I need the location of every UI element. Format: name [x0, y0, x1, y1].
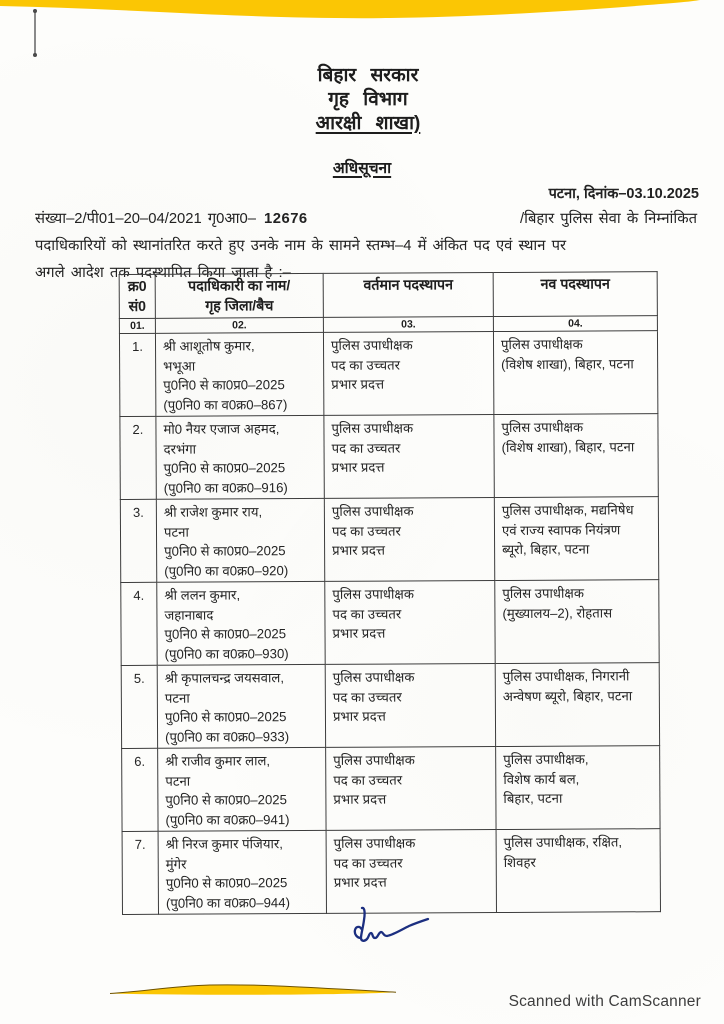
serial-number-cell: 6. [122, 748, 158, 831]
new-posting-cell: पुलिस उपाधीक्षक (मुख्यालय–2), रोहतास [495, 580, 659, 664]
current-posting-cell: पुलिस उपाधीक्षक पद का उच्चतर प्रभार प्रदत्त [325, 664, 495, 748]
government-name: बिहार सरकार [317, 65, 419, 86]
signature-scribble [346, 900, 436, 945]
table-row [121, 580, 659, 666]
yellow-highlight-streak [108, 983, 398, 997]
column-number: 03. [323, 317, 493, 333]
paragraph-line3: अगले आदेश तक पदस्थापित किया जाता है :– [35, 265, 291, 281]
current-posting-cell: पुलिस उपाधीक्षक पद का उच्चतर प्रभार प्रदत्त [326, 830, 496, 914]
paragraph-line1 [35, 206, 697, 233]
serial-number-cell: 4. [121, 582, 157, 665]
officer-name-cell: श्री आशूतोष कुमार, भभूआ पु0नि0 से का0प्र0–2025 (पु0नि0 का व0क्र0–867) [155, 332, 323, 416]
column-number: 01. [119, 318, 155, 333]
new-posting-cell: पुलिस उपाधीक्षक, निगरानी अन्वेषण ब्यूरो, बिहार, पटना [495, 663, 659, 747]
column-number: 04. [493, 316, 657, 332]
new-posting-cell: पुलिस उपाधीक्षक, विशेष कार्य बल, बिहार, पटना [496, 746, 660, 830]
column-number: 02. [155, 317, 323, 333]
branch-name: आरक्षी शाखा) [315, 113, 421, 134]
place-date: पटना, दिनांक–03.10.2025 [548, 186, 699, 202]
reference-number [35, 206, 308, 233]
officer-name-cell: श्री कृपालचन्द्र जयसवाल, पटना पु0नि0 से का0प्र0–2025 (पु0नि0 का व0क्र0–933) [157, 664, 325, 748]
paragraph-line1-rest: /बिहार पुलिस सेवा के निम्नांकित [520, 211, 697, 227]
officer-name-cell: श्री ललन कुमार, जहानाबाद पु0नि0 से का0प्र0–2025 (पु0नि0 का व0क्र0–930) [157, 581, 325, 665]
table-row [121, 663, 659, 749]
letterhead [6, 64, 724, 136]
serial-number-cell: 5. [121, 665, 157, 748]
staple-mark [34, 11, 36, 55]
camscanner-credit: Scanned with CamScanner [508, 993, 701, 1010]
paragraph-line2: पदाधिकारियों को स्थानांतरित करते हुए उनके नाम के सामने स्तम्भ–4 में अंकित पद एवं स्थान पर [35, 238, 567, 254]
yellow-highlight-top-band [0, 0, 724, 22]
yellow-band-shape [0, 0, 700, 18]
reference-prefix: संख्या–2/पी01–20–04/2021 गृ0आ0– [35, 211, 256, 227]
officer-name-cell: श्री निरज कुमार पंजियार, मुंगेर पु0नि0 से का0प्र0–2025 (पु0नि0 का व0क्र0–944) [158, 830, 326, 914]
officer-name-cell: श्री राजीव कुमार लाल, पटना पु0नि0 से का0प्र0–2025 (पु0नि0 का व0क्र0–941) [158, 747, 326, 831]
new-posting-cell: पुलिस उपाधीक्षक (विशेष शाखा), बिहार, पटना [494, 414, 658, 498]
column-header: क्र0 सं0 [119, 274, 155, 318]
table-row [119, 331, 657, 417]
current-posting-cell: पुलिस उपाधीक्षक पद का उच्चतर प्रभार प्रदत्त [324, 498, 494, 582]
officer-name-cell: श्री राजेश कुमार राय, पटना पु0नि0 से का0प्र0–2025 (पु0नि0 का व0क्र0–920) [156, 498, 324, 582]
column-header: पदाधिकारी का नाम/ गृह जिला/बैच [155, 273, 323, 318]
serial-number-cell: 3. [120, 499, 156, 582]
current-posting-cell: पुलिस उपाधीक्षक पद का उच्चतर प्रभार प्रदत्त [325, 581, 495, 665]
department-name: गृह विभाग [328, 89, 408, 110]
new-posting-cell: पुलिस उपाधीक्षक (विशेष शाखा), बिहार, पटना [493, 331, 657, 415]
table-header-row [119, 272, 657, 319]
current-posting-cell: पुलिस उपाधीक्षक पद का उच्चतर प्रभार प्रदत्त [324, 415, 494, 499]
table-body [119, 331, 660, 915]
new-posting-cell: पुलिस उपाधीक्षक, मद्यनिषेध एवं राज्य स्वापक नियंत्रण ब्यूरो, बिहार, पटना [494, 497, 658, 581]
serial-number-cell: 1. [119, 333, 155, 416]
serial-number-cell: 7. [122, 831, 158, 914]
current-posting-cell: पुलिस उपाधीक्षक पद का उच्चतर प्रभार प्रदत्त [323, 332, 493, 416]
table-head [119, 272, 657, 334]
table-row [122, 746, 660, 832]
new-posting-cell: पुलिस उपाधीक्षक, रक्षित, शिवहर [496, 829, 660, 913]
column-header: वर्तमान पदस्थापन [323, 273, 493, 318]
transfer-table [119, 271, 661, 915]
column-header: नव पदस्थापन [493, 272, 657, 317]
serial-number-cell: 2. [120, 416, 156, 499]
current-posting-cell: पुलिस उपाधीक्षक पद का उच्चतर प्रभार प्रदत्त [326, 747, 496, 831]
letter-number: 12676 [264, 211, 308, 227]
table-row [120, 497, 658, 583]
officer-name-cell: मो0 नैयर एजाज अहमद, दरभंगा पु0नि0 से का0प्र0–2025 (पु0नि0 का व0क्र0–916) [156, 415, 324, 499]
table-row [120, 414, 658, 500]
signature-stroke [355, 908, 428, 941]
notification-title: अधिसूचना [332, 160, 392, 177]
